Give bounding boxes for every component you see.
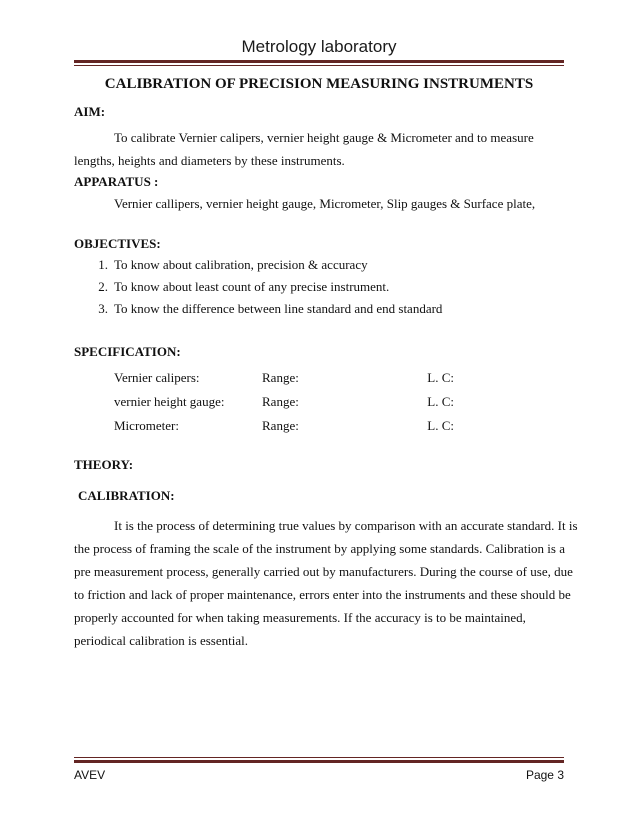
- footer-rule: [74, 760, 564, 763]
- aim-heading: AIM:: [74, 104, 106, 119]
- apparatus-text: Vernier callipers, vernier height gauge, Micrometer, Slip gauges & Surface plate,: [114, 196, 536, 211]
- footer-rule-thin: [74, 757, 564, 758]
- list-number: 2.: [98, 279, 108, 294]
- paragraph-line: properly accounted for when taking measurements. If the accuracy is to be maintained,: [74, 610, 526, 625]
- specification-heading: SPECIFICATION:: [74, 344, 181, 359]
- paragraph-line: periodical calibration is essential.: [74, 633, 248, 648]
- spec-least-count: L. C:: [427, 370, 454, 385]
- page-number: Page 3: [525, 768, 564, 782]
- spec-range: Range:: [262, 418, 299, 433]
- objectives-list: [74, 254, 442, 320]
- paragraph-line: pre measurement process, generally carried out by manufacturers. During the course of use, due: [74, 564, 573, 579]
- objectives-heading: OBJECTIVES:: [74, 236, 161, 251]
- spec-instrument: Micrometer:: [114, 418, 179, 433]
- aim-text-line-1: To calibrate Vernier calipers, vernier height gauge & Micrometer and to measure: [114, 130, 534, 145]
- spec-instrument: Vernier calipers:: [114, 370, 200, 385]
- spec-least-count: L. C:: [427, 418, 454, 433]
- paragraph-line: to friction and lack of proper maintenance, errors enter into the instruments and these should be: [74, 587, 571, 602]
- spec-least-count: L. C:: [427, 394, 454, 409]
- list-number: 3.: [98, 301, 108, 316]
- spec-range: Range:: [262, 370, 299, 385]
- calibration-paragraph: [74, 514, 578, 652]
- running-header-title: Metrology laboratory: [241, 37, 397, 56]
- header-rule: [74, 60, 564, 63]
- apparatus-heading: APPARATUS :: [74, 174, 159, 189]
- calibration-subheading: CALIBRATION:: [78, 488, 175, 503]
- header-rule-thin: [74, 65, 564, 66]
- spec-row: [114, 370, 454, 390]
- footer-left-text: AVEV: [74, 768, 106, 782]
- paragraph-line: the process of framing the scale of the instrument by applying some standards. Calibration is a: [74, 541, 565, 556]
- list-item: [74, 254, 442, 276]
- document-title: CALIBRATION OF PRECISION MEASURING INSTRUMENTS: [104, 76, 534, 92]
- spec-row: [114, 394, 454, 414]
- list-number: 1.: [98, 257, 108, 272]
- paragraph-line: It is the process of determining true values by comparison with an accurate standard. It is: [114, 518, 578, 533]
- spec-row: [114, 418, 454, 438]
- aim-text-line-2: lengths, heights and diameters by these instruments.: [74, 153, 345, 168]
- list-text: To know the difference between line standard and end standard: [114, 301, 443, 316]
- theory-heading: THEORY:: [74, 457, 134, 472]
- list-item: [74, 298, 442, 320]
- spec-range: Range:: [262, 394, 299, 409]
- list-item: [74, 276, 442, 298]
- list-text: To know about least count of any precise instrument.: [114, 279, 390, 294]
- list-text: To know about calibration, precision & accuracy: [114, 257, 368, 272]
- spec-instrument: vernier height gauge:: [114, 394, 225, 409]
